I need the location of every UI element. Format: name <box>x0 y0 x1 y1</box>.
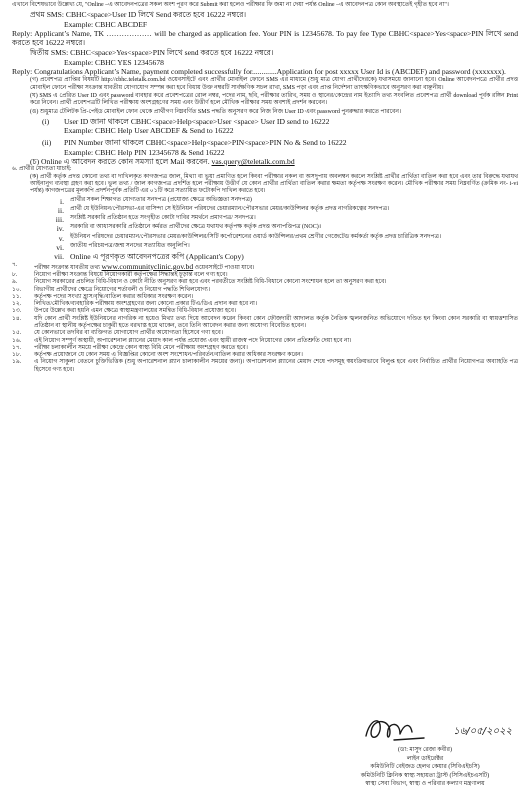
community-clinic-link[interactable]: www.communityclinic.gov.bd <box>101 261 194 271</box>
sms1-line: প্রথম SMS: CBHC<space>User ID লিখে Send করতে হবে 16222 নম্বরে। <box>30 10 247 20</box>
clause-cha <box>12 157 518 166</box>
recovery-example: Example: CBHC Help PIN 12345678 & Send 16222 <box>64 147 225 157</box>
intro-paragraph: এখানে বিশেষভাবে উল্লেখ্য যে, "Online –এ আবেদনপত্রের সকল অংশ পূরণ করে Submit করা হলেও পরীক্ষার ফি জমা না দেয়া পর্যন্ত Online –এ আবেদনপত্র কোন অবস্থাতেই গৃহীত হবে না"। <box>12 2 449 8</box>
recovery-example: Example: CBHC Help User ABCDEF & Send to 16222 <box>64 126 234 136</box>
section-6-title: ৬. প্রার্থীর যোগ্যতা যাচাই: <box>12 166 72 173</box>
clause-ga: (গ) প্রবেশপত্র প্রাপ্তির বিষয়টি http://cbhc.teletalk.com.bd ওয়েবসাইটে এবং প্রার্থীর মোবাইল ফোনে SMS এর মাধ্যমে (শুধু মাত্র যোগ্য প্রার্থীদেরকে) যথাসময়ে জানানো হবে। Online আবেদনপত্রে প্রার্থীর প্রদত্ত মোবাইল ফোনে পরীক্ষা সংক্রান্ত যাবতীয় যোগাযোগ সম্পন্ন করা হবে বিধায় উক্ত নম্বরটি সার্বক্ষণিক সচল রাখা, SMS পড়া এবং প্রাপ্ত নির্দেশনা তাৎক্ষণিকভাবে অনুসরণ করা বাঞ্ছনীয়। <box>30 77 518 91</box>
signatory-org-1: কমিউনিটি বেইজড হেলথ কেয়ার (সিবিএইচসি) <box>370 764 480 770</box>
document-item: ii. প্রার্থী যে ইউনিয়ন/পৌরসভা-এর বাসিন্দা সে ইউনিয়ন পরিষদের চেয়ারম্যান/পৌরসভার মেয়র/কাউন্সিলর কর্তৃক প্রদত্ত নাগরিকত্বের সনদপত্র। <box>57 205 390 215</box>
document-item: i. প্রার্থীর সকল শিক্ষাগত যোগ্যতার সনদপত্র (প্রযোজ্য ক্ষেত্রে অভিজ্ঞতা সনদপত্র) <box>59 196 252 206</box>
signatory-name: (ডা: মাসুদ রেজা কবীর) <box>398 747 452 753</box>
numbered-item: ৮. নিয়োগ পরীক্ষা সংক্রান্ত বিষয়ে নিয়োগকারী কর্তৃপক্ষের সিদ্ধান্তই চূড়ান্ত বলে গণ্য হবে। <box>12 271 228 278</box>
recovery-line: PIN Number জানা থাকলে CBHC<space>Help<space>PIN<space>PIN No & Send to 16222 <box>64 138 347 148</box>
clause-uma: (ঙ) শুধুমাত্র টেলিটক প্রি-পেইড মোবাইল ফোন থেকে প্রার্থীগণ নিম্নবর্ণিত SMS পদ্ধতি অনুসরণ করে নিজ নিজ User ID এবং password পুনরুদ্ধার করতে পারবেন। <box>30 108 402 115</box>
clause-gha: (ঘ) SMS এ প্রেরিত User ID এবং password ব্যবহার করে প্রবেশপত্রের রোল নম্বর, পদের নাম, ছবি, পরীক্ষার তারিখ, সময় ও স্থানের/কেন্দ্রের নাম ইত্যাদি তথ্য সংবলিত প্রবেশপত্র প্রার্থী download পূর্বক রঙ্গিন Print করে নিবেন। প্রার্থী প্রবেশপত্রটি লিখিত পরীক্ষায় অংশগ্রহণের সময় এবং উত্তীর্ণ হলে মৌখিক পরীক্ষার সময় অবশ্যই প্রদর্শন করবেন। <box>30 92 518 107</box>
numbered-item: ১৮. কর্তৃপক্ষ প্রয়োজনে যে কোন সময় এ বিজ্ঞপ্তির কোনো অংশ সংশোধন/পরিবর্তন/বাতিল করার অধিকার সংরক্ষণ করেন। <box>12 352 303 359</box>
document-item: vii. Online এ পূরণকৃত আবেদনপত্রের কপি (Applicant's Copy) <box>54 252 244 262</box>
document-list <box>12 197 518 262</box>
numbered-item: ১৭. পরীক্ষা চলাকালীন সময়ে পরীক্ষা কেন্দ্রে কোন স্বাস্থ্য বিধি মেনে পরীক্ষায় অংশগ্রহণ করতে হবে। <box>12 344 248 351</box>
numbered-item: ১৪. যদি কোন প্রার্থী সংশ্লিষ্ট ইউনিয়নের নাগরিক না হয়েও মিথ্যা তথ্য দিয়ে আবেদন করেন কিংবা কোন ফৌজদারী আদালত কর্তৃক নৈতিক স্খলনজনিত অভিযোগে দণ্ডিত হন কিংবা কোন সরকারি বা স্বায়ত্তশাসিত প্রতিষ্ঠান বা স্থানীয় কর্তৃপক্ষের চাকুরী হতে বরখাস্ত হয়ে থাকেন, তবে তিনি আবেদন করার জন্য অযোগ্য বিবেচিত হবেন। <box>12 315 518 329</box>
section-6-ka: (ক) প্রার্থী কর্তৃক প্রদত্ত কোনো তথ্য বা দাখিলকৃত কাগজপত্র জাল, মিথ্যা বা ভুয়া প্রমাণিত হলে কিংবা পরীক্ষার নকল বা অসদুপায় অবলম্বন করলে সংশ্লিষ্ট প্রার্থীর প্রার্থিতা বাতিল করা হবে এবং তার বিরুদ্ধে যথাযথ আইনানুগ ব্যবস্থা গ্রহণ করা হবে। ভুল তথ্য / জাল কাগজপত্র প্রদর্শিত হলে পরীক্ষায় উত্তীর্ণ যে কোন প্রার্থীর প্রার্থিতা বাতিল করার ক্ষমতা কর্তৃপক্ষ সংরক্ষণ করেন। মৌখিক পরীক্ষার সময় নিম্নবর্ণিত (ক্রমিক নং- i-vi পর্যন্ত) কাগজপত্রের মূলকপি প্রদর্শনপূর্বক প্রতিটি এর ০১টি করে সত্যায়িত ফটোকপি দাখিল করতে হবে। <box>30 173 518 195</box>
signature-block <box>330 712 520 789</box>
document-item: iii. সংশ্লিষ্ট সরকারি প্রতিষ্ঠান হতে সংগৃহীত কোটা দাবির সমর্থনে প্রমাণপত্র/ সনদপত্র। <box>55 215 256 225</box>
sms2-example: Example: CBHC YES 12345678 <box>64 57 164 67</box>
signature-area <box>330 712 520 746</box>
recovery-line: User ID জানা থাকলে CBHC<space>Help<space>User <space> User ID send to 16222 <box>64 116 330 126</box>
numbered-item: ১৯. এ নিয়োগ সাকুল্য বেতনে চুক্তিভিত্তিক (শুধু অপারেশনাল প্ল্যান চালাকালীন সময়ের জন্য)। অপারেশনাল প্ল্যানের মেয়াদ শেষে পদসমূহ স্বয়ংক্রিয়ভাবে বিলুপ্ত হবে এবং নির্বাচিত প্রার্থীর নিয়োগপত্র অব্যাহতি পত্র হিসেবে গণ্য হবে। <box>12 359 518 373</box>
document-item: v. ইউনিয়ন পরিষদের চেয়ারম্যান/পৌরসভার মেয়র/কাউন্সিলর/সিটি কর্পোরেশনের ওয়ার্ড কাউন্সিলর/প্রথম শ্রেণীর গেজেটেড কর্মকর্তা কর্তৃক প্রদত্ত চারিত্রিক সনদপত্র। <box>58 233 442 243</box>
signatory-org-2: কমিউনিটি ক্লিনিক স্বাস্থ্য সহায়তা ট্রাস্ট (সিসিএইচএসটি) <box>360 772 490 779</box>
clause-cha-text: (চ) Online এ আবেদন করতে কোন সমস্যা হলে Mail করবেন. <box>30 157 210 167</box>
numbered-item: ১১. কর্তৃপক্ষ পদের সংখ্যা হ্রাস/বৃদ্ধি/বাতিল করার অধিকার সংরক্ষণ করেন। <box>12 293 194 300</box>
document-item: iv. সরকারি বা আধাসরকারি প্রতিষ্ঠানে কর্মরত প্রার্থীদের ক্ষেত্রে যথাযথ কর্তৃপক্ষ কর্তৃক প্রদত্ত অনাপত্তিপত্র (NOC)। <box>56 224 321 234</box>
numbered-item: ১৫. যে কোনভাবে তদবির বা ব্যক্তিগত যোগাযোগ প্রার্থীর অযোগ্যতা হিসেবে গণ্য হবে। <box>12 330 223 337</box>
support-email-link[interactable]: vas.query@teletalk.com.bd <box>211 157 295 167</box>
recovery-num: (ii) <box>42 138 52 148</box>
sms2-reply: Reply: Congratulations Applicant’s Name, payment completed successfully for.............Application for post xxxxx User Id is (ABCDEF) and password (xxxxxxx). <box>12 67 506 77</box>
numbered-item-7: ৭. পরীক্ষা সংক্রান্ত যাবতীয় তথ্য www.communityclinic.gov.bd ওয়েবসাইটে পাওয়া যাবে। <box>12 261 255 271</box>
numbered-item: ১০. বিভাগীয় প্রার্থীদের ক্ষেত্রে নিয়োগের শর্তাবলী ও নিয়োগ পদ্ধতি শিথিলযোগ্য। <box>12 286 210 293</box>
sms1-example: Example: CBHC ABCDEF <box>64 19 148 29</box>
sms1-reply: Reply: Applicant’s Name, TK ……………… will be charged as application fee. Your PIN is 12345678. To pay fee Type CBHC<space>Yes<space>PIN লিখে send করতে হবে 16222 নম্বরে। <box>12 28 518 48</box>
signatory-title: লাইন ডাইরেক্টর <box>406 755 444 762</box>
recovery-num: (i) <box>42 116 50 126</box>
numbered-item: ১২. লিখিত/মৌখিক/ব্যবহারিক পরীক্ষায় অংশগ্রহণের জন্য কোনো প্রকার টিএ/ডিএ প্রদান করা হবে না। <box>12 301 258 308</box>
numbered-item: ১৬. এই নিয়োগ সম্পূর্ণ অস্থায়ী, অপারেশনাল প্ল্যানের মেয়াদ কাল পর্যন্ত প্রযোজ্য এবং স্থায়ী রাজস্ব পদে নিয়োগের কোন প্রতিশ্রুতি দেয়া হবে না। <box>12 337 352 344</box>
recovery-item-1 <box>12 117 518 136</box>
recovery-item-2 <box>12 138 518 157</box>
signature-date: ১৬/০৫/২০২২ <box>453 726 512 737</box>
sms2-line: দ্বিতীয় SMS: CBHC<space>Yes<space>PIN লিখে send করতে হবে 16222 নম্বরে। <box>30 48 274 58</box>
numbered-item: ৯. নিয়োগ সরকারের প্রচলিত বিধি-বিধান ও কোটা নীতি অনুসরণ করা হবে এবং পরবর্তীতে সংশ্লিষ্ট বিধি-বিধানে কোনো সংশোধন হলে তা অনুসরণ করা হবে। <box>12 279 387 286</box>
handwritten-signature <box>360 712 430 746</box>
numbered-item: ১৩. উপরে উল্লেখ করা হয়নি এমন ক্ষেত্রে স্বাস্থ্যমন্ত্রণালয়ের সমন্বিত বিধি-বিধান প্রযোজ্য হবে। <box>12 308 237 315</box>
document-item: vi. জাতীয় পরিচয়পত্র/জন্ম সনদের সত্যায়িত অনুলিপি। <box>56 243 190 253</box>
signatory-org-3: স্বাস্থ্য সেবা বিভাগ, স্বাস্থ্য ও পরিবার কল্যাণ মন্ত্রণালয় <box>365 781 485 787</box>
